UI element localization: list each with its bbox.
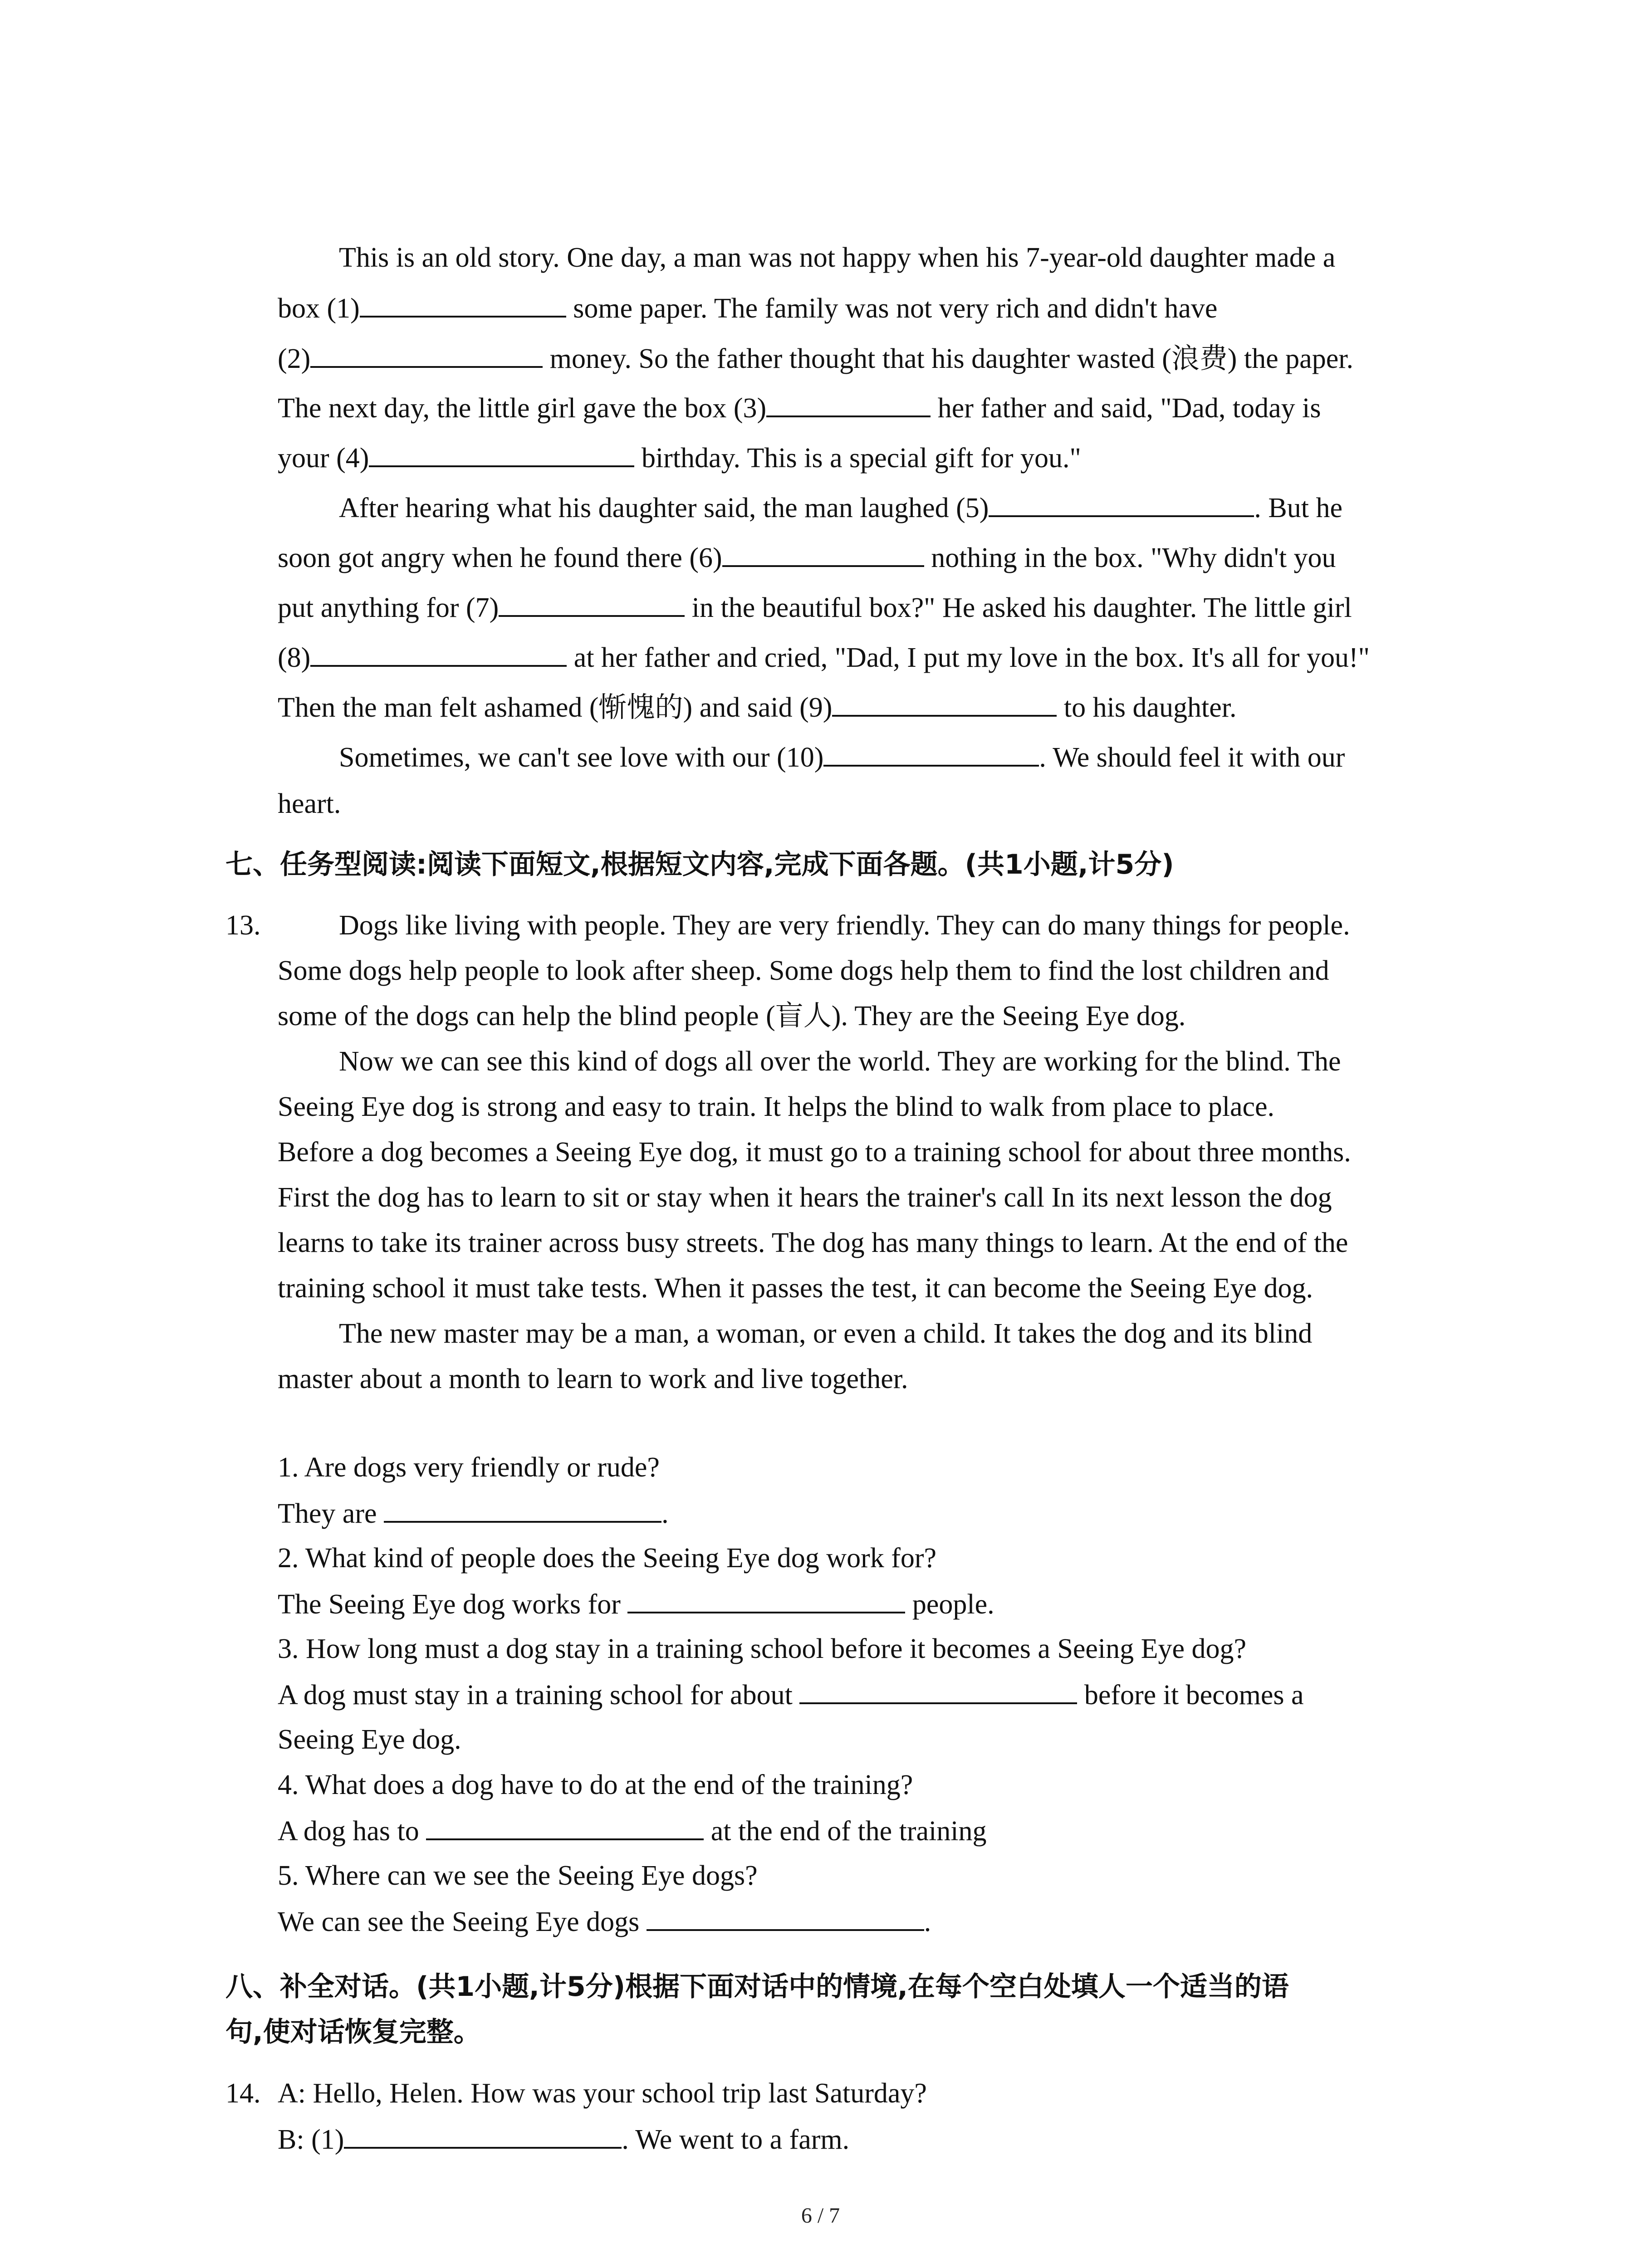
- answer-3-continued: Seeing Eye dog.: [278, 1724, 461, 1755]
- cloze-line-7: soon got angry when he found there (6) nothing in the box. "Why didn't you: [278, 539, 1336, 576]
- blank-8[interactable]: [310, 639, 567, 667]
- cloze-line-12: heart.: [278, 788, 341, 819]
- dialogue-line-1: A: Hello, Helen. How was your school trip last Saturday?: [278, 2078, 927, 2109]
- section-7-heading: 七、任务型阅读:阅读下面短文,根据短文内容,完成下面各题。(共1小题,计5分): [225, 849, 1174, 880]
- answer-4-blank[interactable]: [426, 1812, 704, 1840]
- answer-1: They are .: [278, 1495, 669, 1532]
- reading-line-8: learns to take its trainer across busy streets. The dog has many things to learn. At the end of the: [278, 1227, 1348, 1258]
- cloze-line-5: your (4) birthday. This is a special gift for you.": [278, 439, 1081, 476]
- answer-1-blank[interactable]: [384, 1495, 661, 1523]
- reading-line-11: master about a month to learn to work and live together.: [278, 1364, 908, 1394]
- answer-5-blank[interactable]: [647, 1903, 924, 1931]
- reading-line-6: Before a dog becomes a Seeing Eye dog, it must go to a training school for about three months.: [278, 1137, 1351, 1168]
- answer-3-blank[interactable]: [799, 1676, 1077, 1704]
- question-4: 4. What does a dog have to do at the end of the training?: [278, 1769, 913, 1800]
- blank-10[interactable]: [823, 738, 1039, 767]
- cloze-line-3: (2) money. So the father thought that his daughter wasted (浪费) the paper.: [278, 340, 1353, 377]
- blank-7[interactable]: [499, 589, 685, 617]
- question-14-number: 14.: [225, 2078, 261, 2109]
- cloze-line-2: box (1) some paper. The family was not very rich and didn't have: [278, 289, 1217, 327]
- cloze-line-1: This is an old story. One day, a man was not happy when his 7-year-old daughter made a: [339, 242, 1336, 273]
- reading-line-2: Some dogs help people to look after sheep. Some dogs help them to find the lost children and: [278, 955, 1329, 986]
- blank-4[interactable]: [369, 439, 634, 467]
- blank-2[interactable]: [310, 340, 543, 368]
- answer-3: A dog must stay in a training school for about before it becomes a: [278, 1676, 1304, 1713]
- reading-line-5: Seeing Eye dog is strong and easy to train. It helps the blind to walk from place to place.: [278, 1091, 1275, 1122]
- cloze-line-6: After hearing what his daughter said, the man laughed (5) . But he: [339, 489, 1342, 526]
- reading-line-1: Dogs like living with people. They are very friendly. They can do many things for people.: [339, 910, 1350, 941]
- answer-5: We can see the Seeing Eye dogs .: [278, 1903, 931, 1940]
- answer-2-blank[interactable]: [627, 1585, 905, 1613]
- blank-6[interactable]: [722, 539, 924, 567]
- blank-5[interactable]: [989, 489, 1254, 517]
- reading-line-7: First the dog has to learn to sit or stay when it hears the trainer's call In its next lesson the dog: [278, 1182, 1332, 1213]
- cloze-line-11: Sometimes, we can't see love with our (10) . We should feel it with our: [339, 738, 1345, 776]
- question-1: 1. Are dogs very friendly or rude?: [278, 1452, 660, 1483]
- answer-4: A dog has to at the end of the training: [278, 1812, 986, 1849]
- question-3: 3. How long must a dog stay in a training school before it becomes a Seeing Eye dog?: [278, 1633, 1247, 1664]
- question-2: 2. What kind of people does the Seeing Eye dog work for?: [278, 1543, 937, 1574]
- reading-line-9: training school it must take tests. When it passes the test, it can become the Seeing Eye dog.: [278, 1273, 1313, 1304]
- question-5: 5. Where can we see the Seeing Eye dogs?: [278, 1860, 758, 1891]
- reading-line-4: Now we can see this kind of dogs all over the world. They are working for the blind. The: [339, 1046, 1341, 1077]
- blank-3[interactable]: [766, 389, 931, 417]
- dialogue-blank-1[interactable]: [344, 2121, 622, 2149]
- cloze-line-8: put anything for (7) in the beautiful box?" He asked his daughter. The little girl: [278, 589, 1352, 626]
- answer-2: The Seeing Eye dog works for people.: [278, 1585, 994, 1623]
- cloze-line-4: The next day, the little girl gave the box (3) her father and said, "Dad, today is: [278, 389, 1321, 426]
- section-8-heading-line-1: 八、补全对话。(共1小题,计5分)根据下面对话中的情境,在每个空白处填人一个适当的语: [225, 1971, 1289, 2003]
- blank-1[interactable]: [360, 289, 566, 318]
- section-8-heading-line-2: 句,使对话恢复完整。: [225, 2016, 481, 2048]
- page-number: 6 / 7: [801, 2204, 840, 2228]
- dialogue-line-2: B: (1) . We went to a farm.: [278, 2121, 849, 2158]
- blank-9[interactable]: [832, 689, 1057, 717]
- cloze-line-9: (8) at her father and cried, "Dad, I put my love in the box. It's all for you!": [278, 639, 1370, 676]
- reading-line-3: some of the dogs can help the blind people (盲人). They are the Seeing Eye dog.: [278, 1001, 1186, 1031]
- cloze-line-10: Then the man felt ashamed (惭愧的) and said (9) to his daughter.: [278, 689, 1236, 726]
- reading-line-10: The new master may be a man, a woman, or even a child. It takes the dog and its blind: [339, 1318, 1313, 1349]
- question-13-number: 13.: [225, 910, 261, 941]
